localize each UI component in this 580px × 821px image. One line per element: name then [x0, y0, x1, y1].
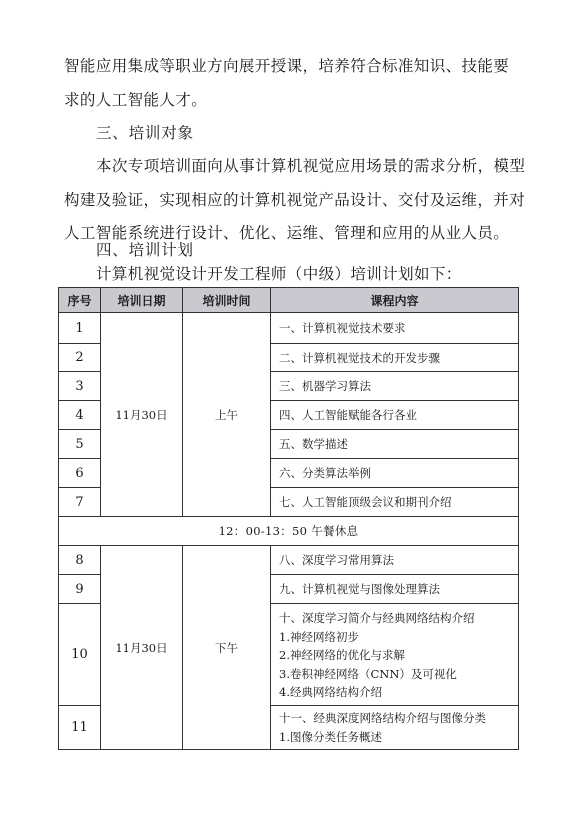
header-content: 课程内容 [271, 288, 519, 313]
row-content-subitem: 3.卷积神经网络（CNN）及可视化 [279, 666, 457, 681]
row-content: 二、计算机视觉技术的开发步骤 [271, 344, 519, 372]
row-content-subitem: 1.图像分类任务概述 [279, 730, 382, 745]
row-content: 七、人工智能顶级会议和期刊介绍 [271, 488, 519, 517]
row-number: 10 [59, 604, 101, 706]
row-number: 5 [59, 430, 101, 459]
target-paragraph-line-1: 本次专项培训面向从事计算机视觉应用场景的需求分析，模型 [96, 157, 526, 175]
row-content-multiline [271, 604, 519, 706]
header-time: 培训时间 [183, 288, 271, 313]
morning-time-cell: 上午 [183, 313, 271, 517]
row-number: 11 [59, 706, 101, 750]
table-header-row [59, 288, 519, 313]
row-number: 4 [59, 401, 101, 430]
row-number: 7 [59, 488, 101, 517]
afternoon-time-cell: 下午 [183, 546, 271, 750]
target-paragraph-line-3: 人工智能系统进行设计、优化、运维、管理和应用的从业人员。 [64, 224, 510, 242]
row-content: 一、计算机视觉技术要求 [271, 313, 519, 344]
intro-paragraph-line-2: 求的人工智能人才。 [64, 91, 208, 109]
lunch-break-text: 12：00-13：50 午餐休息 [59, 517, 519, 546]
row-content: 三、机器学习算法 [271, 372, 519, 401]
row-content-subitem: 1.神经网络初步 [279, 629, 359, 644]
intro-paragraph-line-1: 智能应用集成等职业方向展开授课，培养符合标准知识、技能要 [64, 57, 510, 75]
table-row [59, 546, 519, 575]
afternoon-date-cell: 11月30日 [101, 546, 183, 750]
plan-intro-text: 计算机视觉设计开发工程师（中级）培训计划如下： [96, 265, 462, 283]
row-number: 2 [59, 344, 101, 372]
row-number: 1 [59, 313, 101, 344]
row-content-multiline [271, 706, 519, 750]
row-number: 3 [59, 372, 101, 401]
training-plan-table [58, 287, 519, 750]
table-row [59, 313, 519, 344]
row-content-subitem: 2.神经网络的优化与求解 [279, 648, 405, 662]
target-paragraph-line-2: 构建及验证，实现相应的计算机视觉产品设计、交付及运维，并对 [64, 191, 526, 209]
row-content: 六、分类算法举例 [271, 459, 519, 488]
row-number: 6 [59, 459, 101, 488]
section-heading-target: 三、培训对象 [96, 124, 194, 142]
header-number: 序号 [59, 288, 101, 313]
row-content: 五、数学描述 [271, 430, 519, 459]
morning-date-cell: 11月30日 [101, 313, 183, 517]
row-number: 8 [59, 546, 101, 575]
row-content: 九、计算机视觉与图像处理算法 [271, 575, 519, 604]
row-number: 9 [59, 575, 101, 604]
section-heading-plan: 四、培训计划 [96, 241, 194, 259]
row-content-subitem: 4.经典网络结构介绍 [279, 685, 382, 699]
lunch-break-row [59, 517, 519, 546]
row-content: 四、人工智能赋能各行各业 [271, 401, 519, 430]
row-content-title: 十一、经典深度网络结构介绍与图像分类 [279, 711, 486, 726]
row-content: 八、深度学习常用算法 [271, 546, 519, 575]
header-date: 培训日期 [101, 288, 183, 313]
row-content-title: 十、深度学习简介与经典网络结构介绍 [279, 610, 475, 625]
